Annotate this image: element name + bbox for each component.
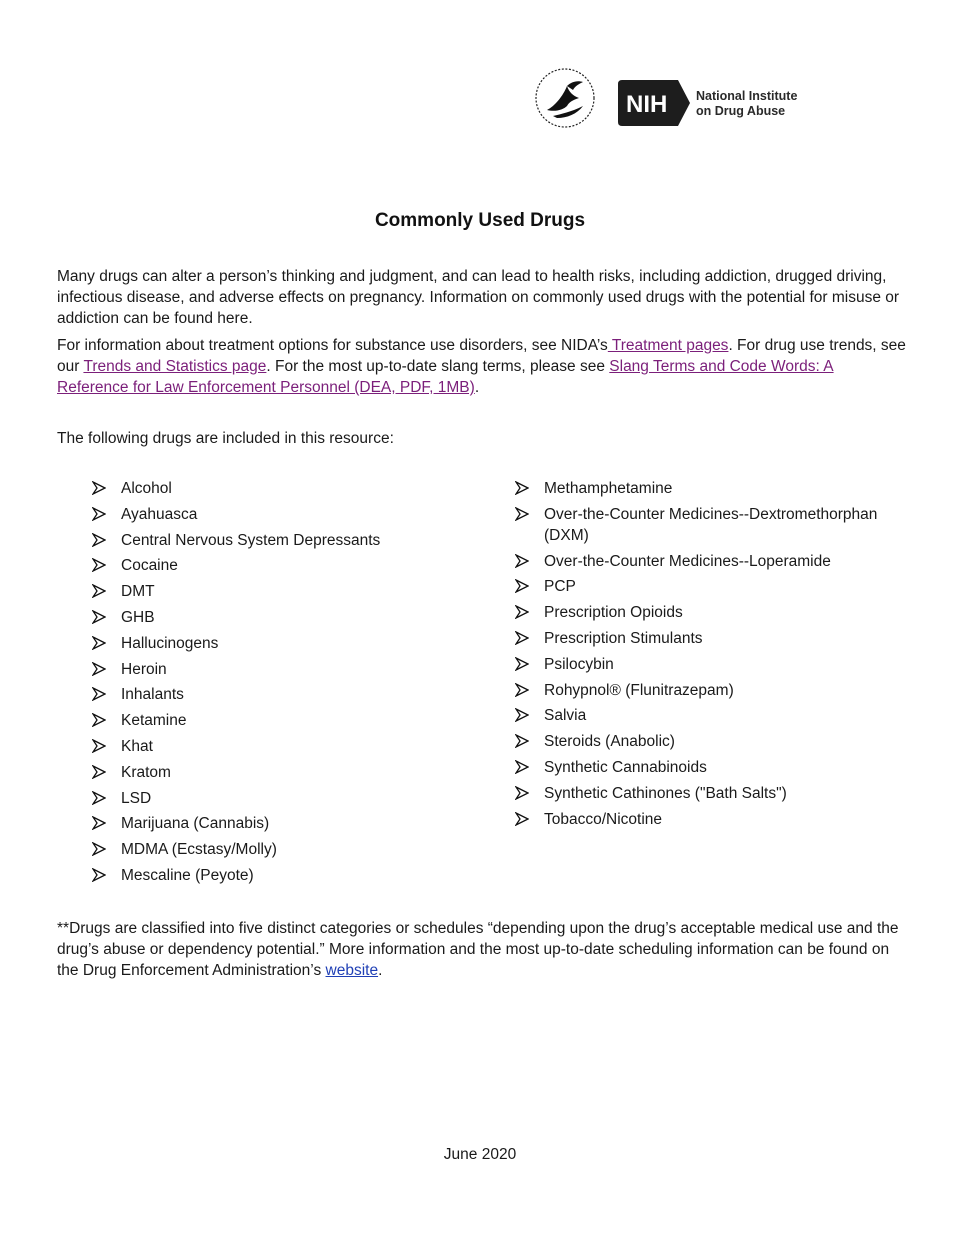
arrow-bullet-icon xyxy=(515,507,529,521)
drug-list-left xyxy=(92,478,492,891)
arrow-bullet-icon xyxy=(92,765,106,779)
drug-list-item xyxy=(515,809,915,830)
drug-list-item xyxy=(515,757,915,778)
drug-name: Heroin xyxy=(121,660,167,678)
arrow-bullet-icon xyxy=(92,842,106,856)
drug-list-item xyxy=(92,633,492,654)
drug-list-item xyxy=(92,762,492,783)
arrow-bullet-icon xyxy=(92,584,106,598)
arrow-bullet-icon xyxy=(92,739,106,753)
arrow-bullet-icon xyxy=(92,816,106,830)
arrow-bullet-icon xyxy=(515,481,529,495)
drug-list-item xyxy=(92,581,492,602)
drug-list-item xyxy=(515,731,915,752)
drug-list-item xyxy=(92,736,492,757)
drug-name: Alcohol xyxy=(121,480,172,497)
resources-text-4: . xyxy=(474,379,480,396)
drug-name: Methamphetamine xyxy=(544,480,673,497)
drug-list-item xyxy=(515,478,915,499)
svg-text:NIH: NIH xyxy=(626,91,668,118)
drug-name: Psilocybin xyxy=(544,655,614,673)
drug-name: DMT xyxy=(121,583,155,601)
drug-name: Prescription Opioids xyxy=(544,604,683,622)
slang-terms-link[interactable]: Slang Terms and Code Words: A Reference for Law Enforcement Personnel (DEA, PDF, 1MB) xyxy=(57,358,834,396)
drug-list-item xyxy=(92,530,492,551)
drug-list-item xyxy=(92,710,492,731)
arrow-bullet-icon xyxy=(515,734,529,748)
drug-name: Prescription Stimulants xyxy=(544,629,703,647)
drug-name: Ayahuasca xyxy=(121,505,198,523)
resources-text-2: . For drug use trends, see our xyxy=(57,337,906,375)
arrow-bullet-icon xyxy=(92,533,106,547)
drug-list-item xyxy=(515,551,915,572)
list-intro: The following drugs are included in this resource: xyxy=(57,430,394,447)
arrow-bullet-icon xyxy=(515,554,529,568)
arrow-bullet-icon xyxy=(515,579,529,593)
drug-list-item xyxy=(92,478,492,499)
drug-list-item xyxy=(515,602,915,623)
arrow-bullet-icon xyxy=(515,812,529,826)
trends-statistics-link[interactable]: Trends and Statistics page xyxy=(83,358,267,375)
arrow-bullet-icon xyxy=(515,605,529,619)
drug-list-item xyxy=(515,576,915,597)
schedule-footnote xyxy=(57,918,907,981)
drug-list-item xyxy=(92,555,492,576)
drug-name: LSD xyxy=(121,789,152,807)
arrow-bullet-icon xyxy=(515,631,529,645)
drug-name: Salvia xyxy=(544,707,587,725)
drug-list-item xyxy=(515,654,915,675)
nida-name-line2: on Drug Abuse xyxy=(696,104,786,118)
nih-box-icon xyxy=(618,80,690,126)
arrow-bullet-icon xyxy=(92,481,106,495)
drug-list-item xyxy=(515,504,915,546)
arrow-bullet-icon xyxy=(515,683,529,697)
nida-name xyxy=(696,89,797,119)
drug-name: Over-the-Counter Medicines--Dextromethorphan (DXM) xyxy=(544,505,878,544)
dea-website-link[interactable]: website xyxy=(325,962,379,979)
drug-list-item xyxy=(92,659,492,680)
drug-list-item xyxy=(92,839,492,860)
resources-paragraph xyxy=(57,335,907,398)
drug-name: GHB xyxy=(121,608,155,626)
arrow-bullet-icon xyxy=(92,791,106,805)
drug-list-item xyxy=(92,813,492,834)
drug-list-item xyxy=(515,680,915,701)
drug-name: Inhalants xyxy=(121,686,184,704)
resources-text-3: . For the most up-to-date slang terms, please see xyxy=(266,358,610,375)
drug-list-right xyxy=(515,478,915,834)
page-title: Commonly Used Drugs xyxy=(374,210,586,231)
drug-name: Over-the-Counter Medicines--Loperamide xyxy=(544,552,831,570)
drug-name: Steroids (Anabolic) xyxy=(544,733,675,751)
drug-name: Tobacco/Nicotine xyxy=(544,810,663,828)
drug-name: Central Nervous System Depressants xyxy=(121,531,381,549)
arrow-bullet-icon xyxy=(515,760,529,774)
drug-list-item xyxy=(92,684,492,705)
arrow-bullet-icon xyxy=(92,610,106,624)
footnote-text: **Drugs are classified into five distinct categories or schedules “depending upon the drug’s acceptable medical use and the drug’s abuse or dependency potential.” More information and the most up-to-date scheduling information can be found on the Drug Enforcement Administration’s xyxy=(57,920,899,979)
arrow-bullet-icon xyxy=(515,786,529,800)
drug-name: PCP xyxy=(544,578,576,596)
arrow-bullet-icon xyxy=(92,687,106,701)
arrow-bullet-icon xyxy=(92,713,106,727)
drug-name: Kratom xyxy=(121,763,171,781)
intro-paragraph: Many drugs can alter a person’s thinking and judgment, and can lead to health risks, including addiction, drugged driving, infectious disease, and adverse effects on pregnancy. Information on commonly used drugs with the potential for misuse or addiction can be found here. xyxy=(57,268,900,327)
drug-name: Rohypnol® (Flunitrazepam) xyxy=(544,681,734,699)
footnote-end: . xyxy=(378,962,383,979)
drug-name: MDMA (Ecstasy/Molly) xyxy=(121,841,277,859)
drug-list-item xyxy=(92,788,492,809)
arrow-bullet-icon xyxy=(92,636,106,650)
nih-logo xyxy=(618,80,798,128)
arrow-bullet-icon xyxy=(515,708,529,722)
arrow-bullet-icon xyxy=(515,657,529,671)
drug-list-item xyxy=(92,607,492,628)
drug-name: Ketamine xyxy=(121,712,187,730)
drug-name: Synthetic Cathinones ("Bath Salts") xyxy=(544,784,787,802)
drug-name: Hallucinogens xyxy=(121,634,219,652)
drug-list-item xyxy=(515,705,915,726)
drug-name: Synthetic Cannabinoids xyxy=(544,758,707,776)
treatment-pages-link[interactable]: Treatment pages xyxy=(607,337,729,354)
drug-list-item xyxy=(515,783,915,804)
drug-name: Cocaine xyxy=(121,557,178,575)
drug-name: Marijuana (Cannabis) xyxy=(121,815,270,833)
arrow-bullet-icon xyxy=(92,662,106,676)
hhs-seal-logo xyxy=(533,66,597,130)
drug-name: Mescaline (Peyote) xyxy=(121,866,254,884)
arrow-bullet-icon xyxy=(92,558,106,572)
publication-date: June 2020 xyxy=(443,1146,517,1163)
arrow-bullet-icon xyxy=(92,507,106,521)
drug-name: Khat xyxy=(121,737,153,755)
resources-text-1: For information about treatment options for substance use disorders, see NIDA’s xyxy=(57,337,608,354)
arrow-bullet-icon xyxy=(92,868,106,882)
drug-list-item xyxy=(92,504,492,525)
nida-name-line1: National Institute xyxy=(696,89,798,103)
drug-list-item xyxy=(92,865,492,886)
drug-list-item xyxy=(515,628,915,649)
